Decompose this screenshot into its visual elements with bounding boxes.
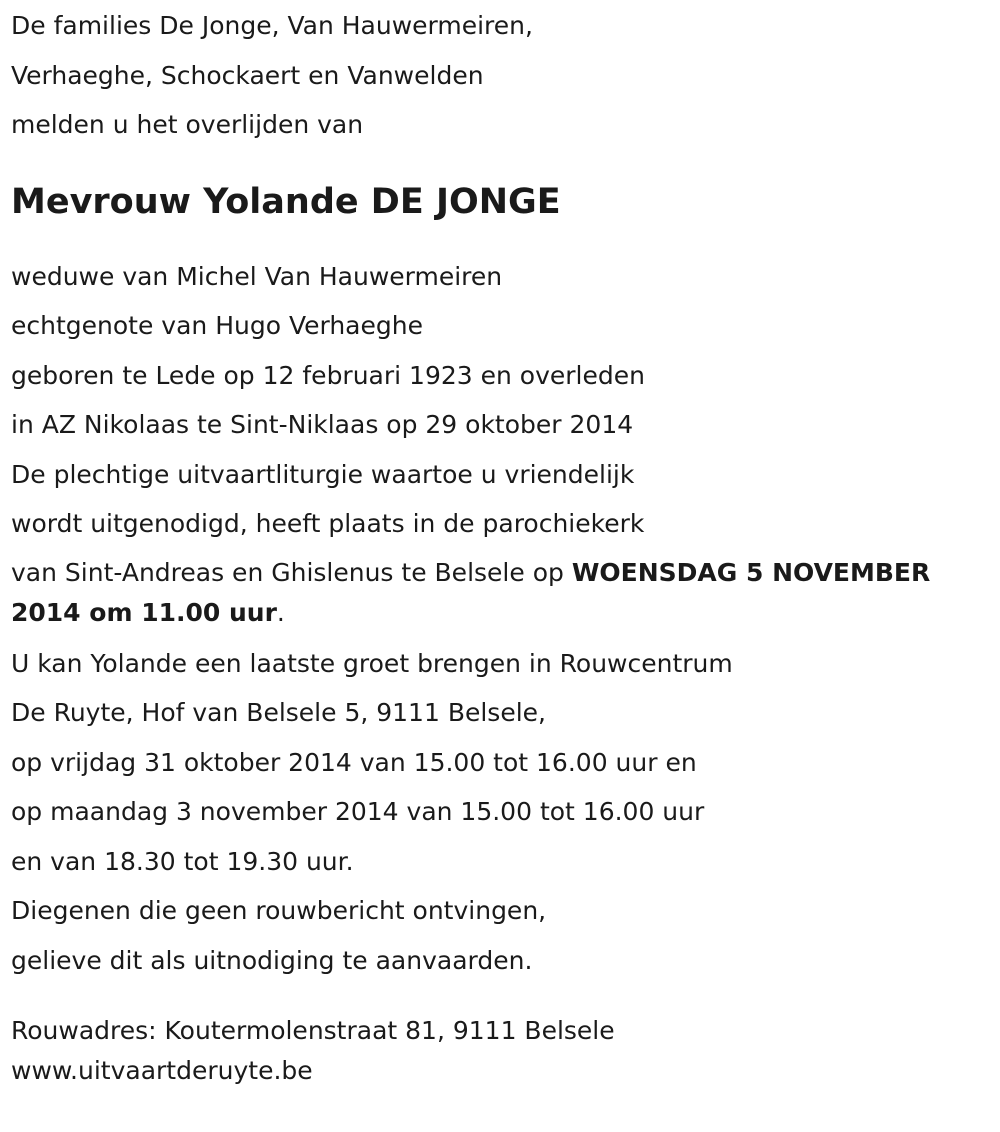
visitation-section xyxy=(11,639,1000,986)
detail-line: geboren te Lede op 12 februari 1923 en overleden xyxy=(11,360,645,390)
visitation-line: U kan Yolande een laatste groet brengen in Rouwcentrum xyxy=(11,648,733,678)
visitation-line: Diegenen die geen rouwbericht ontvingen, xyxy=(11,896,547,925)
intro-line: De families De Jonge, Van Hauwermeiren, xyxy=(11,11,533,40)
intro-section xyxy=(11,0,1000,150)
visitation-line: gelieve dit als uitnodiging te aanvaarden. xyxy=(11,945,533,975)
detail-line: in AZ Nikolaas te Sint-Niklaas op 29 oktober 2014 xyxy=(11,410,634,439)
detail-line: wordt uitgenodigd, heeft plaats in de parochiekerk xyxy=(11,509,645,538)
ceremony-prefix: van Sint-Andreas en Ghislenus te Belsele op xyxy=(11,557,572,587)
mourning-address: Rouwadres: Koutermolenstraat 81, 9111 Belsele xyxy=(11,1016,615,1045)
intro-line: Verhaeghe, Schockaert en Vanwelden xyxy=(11,60,484,90)
website-link[interactable]: www.uitvaartderuyte.be xyxy=(11,1056,313,1085)
ceremony-suffix: . xyxy=(276,597,285,627)
visitation-line: De Ruyte, Hof van Belsele 5, 9111 Belsele, xyxy=(11,698,546,727)
deceased-name: Mevrouw Yolande DE JONGE xyxy=(11,181,561,222)
ceremony-line xyxy=(11,553,971,633)
visitation-line: op maandag 3 november 2014 van 15.00 tot 16.00 uur xyxy=(11,797,705,826)
visitation-line: op vrijdag 31 oktober 2014 van 15.00 tot 16.00 uur en xyxy=(11,747,697,777)
footer-section xyxy=(11,1011,1000,1091)
details-section xyxy=(11,252,1000,549)
detail-line: echtgenote van Hugo Verhaeghe xyxy=(11,311,423,340)
intro-line: melden u het overlijden van xyxy=(11,110,364,139)
visitation-line: en van 18.30 tot 19.30 uur. xyxy=(11,846,354,876)
detail-line: De plechtige uitvaartliturgie waartoe u vriendelijk xyxy=(11,459,635,489)
ceremony-date: WOENSDAG 5 NOVEMBER 2014 om 11.00 uur xyxy=(11,557,931,627)
detail-line: weduwe van Michel Van Hauwermeiren xyxy=(11,261,503,291)
